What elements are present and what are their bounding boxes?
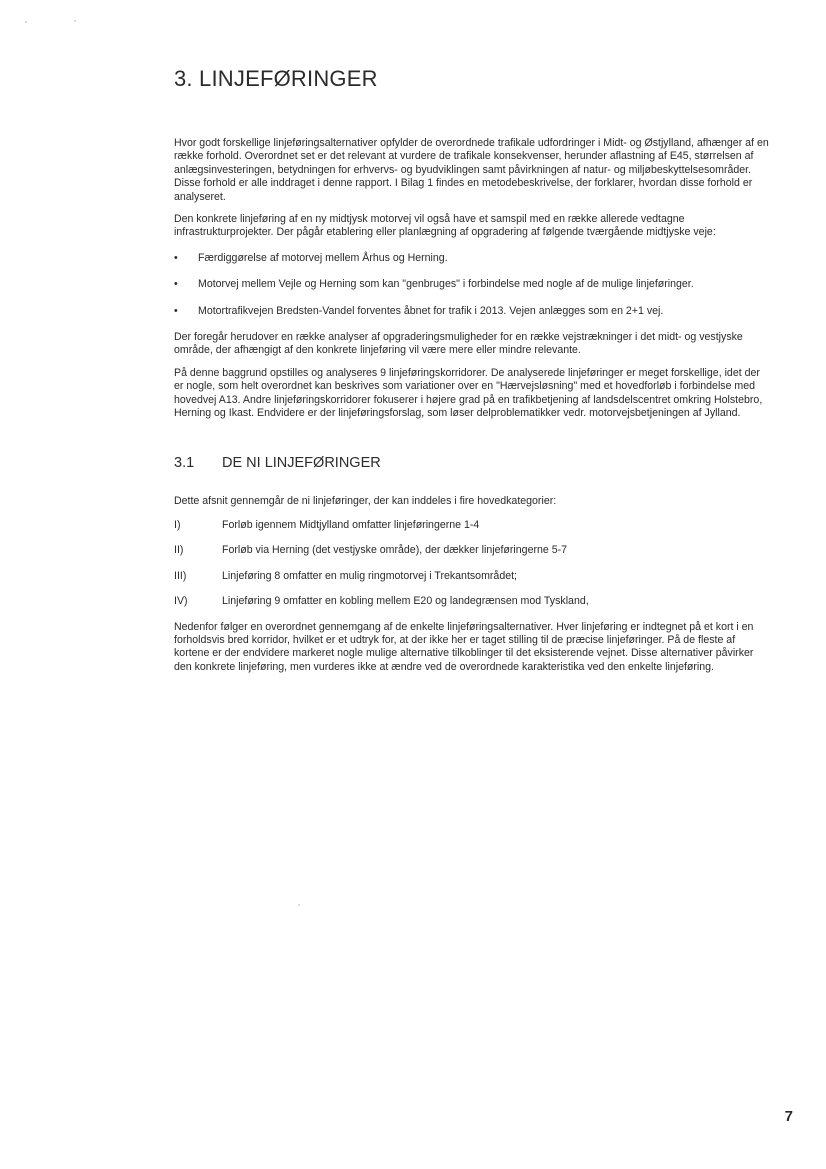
category-numeral: I) — [174, 518, 181, 531]
category-numeral: II) — [174, 544, 184, 557]
corridors-paragraph: På denne baggrund opstilles og analyseres 9 linjeføringskorridorer. De analyserede linjeføringer er meget forskellige, idet der er nogle, som helt overordnet kan beskrives som variationer over en "Hærvejsløsning" med et hovedforløb i forbindelse med hovedvej A13. Andre linjeføringskorridorer fokuserer i højere grad på en trafikbetjening af landsdelscentret omkring Holstebro, Herning og Ikast. Endvidere er der linjeføringsforslag, som løser delproblematikker vedr. motorvejsbetjeningen af Jylland. — [174, 366, 763, 420]
section-heading — [174, 455, 772, 471]
intro-paragraph: Hvor godt forskellige linjeføringsalternativer opfylder de overordnede trafikale udfordringer i Midt- og Østjylland, afhænger af en række forhold. Overordnet set er det relevant at vurdere de trafikale konsekvenser, herunder aflastning af E45, størrelsen af anlægsinvesteringen, betydningen for erhvervs- og byudviklingen samt påvirkningen af natur- og miljøbeskyttelsesområder. Disse forhold er alle inddraget i denne rapport. I Bilag 1 findes en metodebeskrivelse, der forklarer, hvordan disse forhold er analyseret. — [174, 137, 769, 203]
list-item — [174, 570, 772, 583]
bullet-icon: • — [174, 251, 178, 264]
section-number: 3.1 — [174, 454, 195, 471]
infrastructure-paragraph: Den konkrete linjeføring af en ny midtjysk motorvej vil også have et samspil med en række allerede vedtagne infrastrukturprojekter. Der pågår etablering eller planlægning af opgradering af følgende tværgående midtjyske veje: — [174, 213, 716, 239]
page-number: 7 — [784, 1108, 793, 1125]
category-text: Forløb igennem Midtjylland omfatter linjeføringerne 1-4 — [222, 518, 480, 531]
bullet-icon: • — [174, 304, 178, 317]
chapter-title: 3. LINJEFØRINGER — [174, 66, 378, 91]
list-item-text: Færdiggørelse af motorvej mellem Århus og Herning. — [198, 251, 448, 264]
category-text: Forløb via Herning (det vestjyske område), der dækker linjeføringerne 5-7 — [222, 544, 568, 557]
category-list — [174, 519, 772, 609]
category-text: Linjeføring 8 omfatter en mulig ringmotorvej i Trekantsområdet; — [222, 569, 517, 582]
list-item-text: Motortrafikvejen Bredsten-Vandel forventes åbnet for trafik i 2013. Vejen anlægges som en 2+1 vej. — [198, 304, 664, 317]
scan-speck — [74, 20, 76, 22]
section-intro-paragraph: Dette afsnit gennemgår de ni linjeføringer, der kan inddeles i fire hovedkategorier: — [174, 494, 557, 507]
section-title: DE NI LINJEFØRINGER — [222, 454, 381, 471]
bullet-icon: • — [174, 278, 178, 291]
page-content — [174, 66, 772, 674]
list-item — [174, 544, 772, 557]
scan-speck — [25, 21, 27, 23]
list-item — [174, 519, 772, 532]
category-numeral: IV) — [174, 595, 188, 608]
list-item — [174, 278, 772, 291]
list-item — [174, 305, 772, 318]
scan-speck — [298, 904, 300, 906]
category-numeral: III) — [174, 569, 187, 582]
list-item — [174, 252, 772, 265]
closing-paragraph: Nedenfor følger en overordnet gennemgang af de enkelte linjeføringsalternativer. Hver linjeføring er indtegnet på et kort i en forholdsvis bred korridor, hvilket er et udtryk for, at der ikke her er taget stilling til de præcise linjeføringer. På de fleste af kortene er der endvidere markeret nogle mulige alternative tilkoblinger til det eksisterende vejnet. Disse alternativer påvirker den konkrete linjeføring, men vurderes ikke at ændre ved de overordnede karakteristika ved den enkelte linjeføring. — [174, 620, 754, 673]
analyses-paragraph: Der foregår herudover en række analyser af opgraderingsmuligheder for en række vejstrækninger i det midt- og vestjyske område, der afhængigt af den konkrete linjeføring vil være mere eller mindre relevante. — [174, 331, 743, 357]
road-projects-list — [174, 252, 772, 318]
list-item — [174, 595, 772, 608]
list-item-text: Motorvej mellem Vejle og Herning som kan "genbruges" i forbindelse med nogle af de mulige linjeføringer. — [198, 278, 694, 291]
category-text: Linjeføring 9 omfatter en kobling mellem E20 og landegrænsen mod Tyskland, — [222, 595, 589, 608]
